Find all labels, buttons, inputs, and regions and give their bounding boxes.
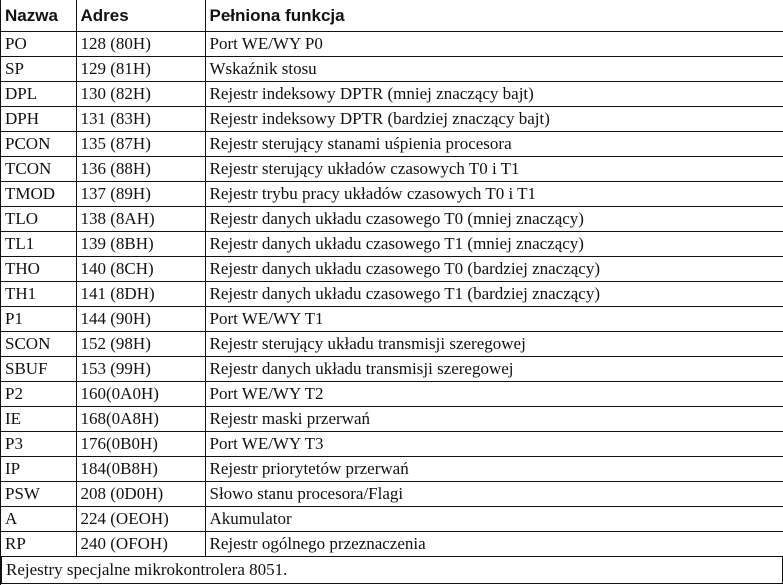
- cell-funkcja: Rejestr danych układu czasowego T1 (mniej znaczący): [205, 232, 783, 257]
- cell-nazwa: P3: [1, 432, 76, 457]
- cell-funkcja: Rejestr maski przerwań: [205, 407, 783, 432]
- cell-nazwa: TH1: [1, 282, 76, 307]
- cell-adres: 184(0B8H): [76, 457, 205, 482]
- cell-adres: 141 (8DH): [76, 282, 205, 307]
- cell-nazwa: TLO: [1, 207, 76, 232]
- table-row: [1, 82, 783, 107]
- cell-funkcja: Słowo stanu procesora/Flagi: [205, 482, 783, 507]
- cell-adres: 131 (83H): [76, 107, 205, 132]
- cell-funkcja: Wskaźnik stosu: [205, 57, 783, 82]
- cell-funkcja: Rejestr indeksowy DPTR (bardziej znaczący bajt): [205, 107, 783, 132]
- table-row: [1, 407, 783, 432]
- table-caption: Rejestry specjalne mikrokontrolera 8051.: [1, 557, 783, 584]
- cell-adres: 140 (8CH): [76, 257, 205, 282]
- cell-nazwa: IE: [1, 407, 76, 432]
- cell-adres: 130 (82H): [76, 82, 205, 107]
- cell-adres: 168(0A8H): [76, 407, 205, 432]
- cell-adres: 176(0B0H): [76, 432, 205, 457]
- cell-nazwa: SBUF: [1, 357, 76, 382]
- header-row: [1, 0, 783, 32]
- cell-nazwa: THO: [1, 257, 76, 282]
- cell-adres: 224 (OEOH): [76, 507, 205, 532]
- cell-adres: 240 (OFOH): [76, 532, 205, 557]
- cell-nazwa: DPL: [1, 82, 76, 107]
- cell-funkcja: Rejestr indeksowy DPTR (mniej znaczący bajt): [205, 82, 783, 107]
- cell-adres: 128 (80H): [76, 32, 205, 57]
- table-row: [1, 457, 783, 482]
- cell-funkcja: Rejestr sterujący układu transmisji szeregowej: [205, 332, 783, 357]
- cell-nazwa: SCON: [1, 332, 76, 357]
- table-row: [1, 382, 783, 407]
- cell-nazwa: SP: [1, 57, 76, 82]
- cell-nazwa: P1: [1, 307, 76, 332]
- cell-nazwa: PSW: [1, 482, 76, 507]
- cell-adres: 139 (8BH): [76, 232, 205, 257]
- table-row: [1, 32, 783, 57]
- cell-adres: 138 (8AH): [76, 207, 205, 232]
- cell-funkcja: Rejestr danych układu czasowego T1 (bardziej znaczący): [205, 282, 783, 307]
- header-adres: Adres: [76, 0, 205, 32]
- cell-funkcja: Port WE/WY T2: [205, 382, 783, 407]
- cell-nazwa: DPH: [1, 107, 76, 132]
- table-row: [1, 357, 783, 382]
- cell-nazwa: TCON: [1, 157, 76, 182]
- cell-funkcja: Rejestr sterujący układów czasowych T0 i T1: [205, 157, 783, 182]
- cell-nazwa: TMOD: [1, 182, 76, 207]
- table-row: [1, 232, 783, 257]
- table-row: [1, 207, 783, 232]
- sfr-table: [1, 0, 783, 557]
- cell-funkcja: Port WE/WY T3: [205, 432, 783, 457]
- cell-adres: 208 (0D0H): [76, 482, 205, 507]
- cell-funkcja: Akumulator: [205, 507, 783, 532]
- table-row: [1, 332, 783, 357]
- header-nazwa: Nazwa: [1, 0, 76, 32]
- table-row: [1, 107, 783, 132]
- header-funkcja: Pełniona funkcja: [205, 0, 783, 32]
- cell-nazwa: PCON: [1, 132, 76, 157]
- table-row: [1, 307, 783, 332]
- cell-adres: 153 (99H): [76, 357, 205, 382]
- cell-funkcja: Port WE/WY T1: [205, 307, 783, 332]
- cell-funkcja: Rejestr danych układu czasowego T0 (mniej znaczący): [205, 207, 783, 232]
- cell-funkcja: Rejestr trybu pracy układów czasowych T0 i T1: [205, 182, 783, 207]
- cell-nazwa: RP: [1, 532, 76, 557]
- cell-funkcja: Rejestr priorytetów przerwań: [205, 457, 783, 482]
- table-row: [1, 532, 783, 557]
- table-row: [1, 482, 783, 507]
- cell-funkcja: Rejestr danych układu czasowego T0 (bardziej znaczący): [205, 257, 783, 282]
- table-row: [1, 182, 783, 207]
- cell-adres: 144 (90H): [76, 307, 205, 332]
- cell-funkcja: Port WE/WY P0: [205, 32, 783, 57]
- cell-nazwa: PO: [1, 32, 76, 57]
- table-row: [1, 157, 783, 182]
- table-row: [1, 432, 783, 457]
- cell-adres: 152 (98H): [76, 332, 205, 357]
- cell-nazwa: IP: [1, 457, 76, 482]
- cell-nazwa: A: [1, 507, 76, 532]
- cell-adres: 129 (81H): [76, 57, 205, 82]
- cell-adres: 137 (89H): [76, 182, 205, 207]
- cell-funkcja: Rejestr danych układu transmisji szeregowej: [205, 357, 783, 382]
- table-row: [1, 57, 783, 82]
- cell-adres: 136 (88H): [76, 157, 205, 182]
- table-row: [1, 257, 783, 282]
- cell-adres: 135 (87H): [76, 132, 205, 157]
- table-row: [1, 282, 783, 307]
- cell-funkcja: Rejestr sterujący stanami uśpienia procesora: [205, 132, 783, 157]
- cell-nazwa: TL1: [1, 232, 76, 257]
- cell-adres: 160(0A0H): [76, 382, 205, 407]
- cell-nazwa: P2: [1, 382, 76, 407]
- table-body: [1, 32, 783, 557]
- table-row: [1, 507, 783, 532]
- table-row: [1, 132, 783, 157]
- cell-funkcja: Rejestr ogólnego przeznaczenia: [205, 532, 783, 557]
